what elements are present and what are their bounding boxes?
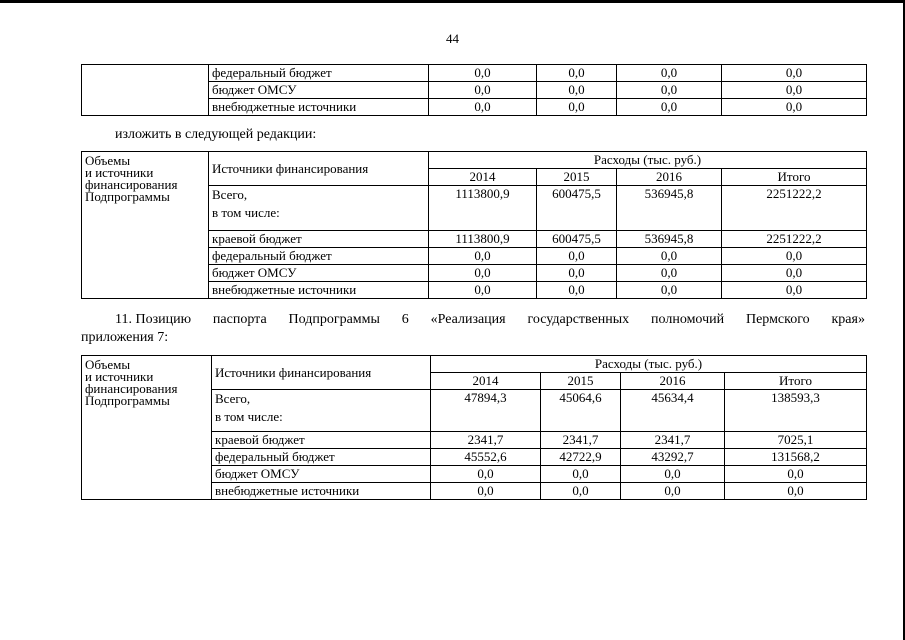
table-value-cell: 0,0 [537, 82, 617, 99]
table-value-cell: 536945,8 [617, 186, 722, 231]
table-source-cell: краевой бюджет [209, 231, 429, 248]
table-value-cell: 0,0 [537, 282, 617, 299]
year-header: 2015 [541, 373, 621, 390]
table-value-cell: 2251222,2 [722, 231, 867, 248]
table-value-cell: 0,0 [537, 265, 617, 282]
table-source-cell: внебюджетные источники [212, 483, 431, 500]
table-value-cell: 0,0 [429, 248, 537, 265]
table-value-cell: 0,0 [537, 99, 617, 116]
table-value-cell: 2341,7 [621, 432, 725, 449]
table-value-cell: 0,0 [722, 282, 867, 299]
table-value-cell: 0,0 [722, 265, 867, 282]
table-row [82, 65, 867, 82]
paragraph-word: паспорта [212, 312, 267, 327]
table-value-cell: 0,0 [537, 65, 617, 82]
table-value-cell: 138593,3 [725, 390, 867, 432]
paragraph-word: края» [831, 312, 865, 327]
table-value-cell: 0,0 [429, 282, 537, 299]
table-value-cell: 0,0 [541, 466, 621, 483]
total-label-line1: Всего, [212, 187, 248, 202]
table-value-cell: 0,0 [541, 483, 621, 500]
year-header: 2016 [617, 169, 722, 186]
table-source-cell: бюджет ОМСУ [209, 265, 429, 282]
table-value-cell: 0,0 [429, 82, 537, 99]
paragraph-word: полномочий [651, 312, 725, 327]
table-value-cell: 0,0 [431, 466, 541, 483]
year-header: 2016 [621, 373, 725, 390]
table-source-cell: федеральный бюджет [212, 449, 431, 466]
table-value-cell: 0,0 [537, 248, 617, 265]
table-value-cell: 0,0 [617, 99, 722, 116]
table-value-cell: 7025,1 [725, 432, 867, 449]
table-source-cell: бюджет ОМСУ [209, 82, 429, 99]
table-header-row [82, 152, 867, 169]
table-source-cell: федеральный бюджет [209, 248, 429, 265]
table-value-cell: 0,0 [429, 65, 537, 82]
page-number: 44 [446, 31, 459, 46]
table-value-cell: 45552,6 [431, 449, 541, 466]
table-value-cell: 536945,8 [617, 231, 722, 248]
table-source-cell: внебюджетные источники [209, 282, 429, 299]
table-source-cell: федеральный бюджет [209, 65, 429, 82]
table-value-cell: 0,0 [429, 99, 537, 116]
year-header: Итого [722, 169, 867, 186]
table-value-cell: 2251222,2 [722, 186, 867, 231]
year-header: 2014 [431, 373, 541, 390]
table-value-cell: 0,0 [617, 248, 722, 265]
table-value-cell: 131568,2 [725, 449, 867, 466]
table-value-cell: 45064,6 [541, 390, 621, 432]
year-header: Итого [725, 373, 867, 390]
paragraph-word: государственных [527, 312, 630, 327]
table-2 [81, 355, 867, 500]
table-value-cell: 0,0 [722, 65, 867, 82]
paragraph-word: 6 [401, 312, 409, 327]
total-label-line2: в том числе: [212, 205, 280, 220]
table-1 [81, 151, 867, 299]
table-source-cell: внебюджетные источники [209, 99, 429, 116]
total-label-line2: в том числе: [215, 409, 283, 424]
table-value-cell: 0,0 [617, 265, 722, 282]
table-value-cell: 0,0 [722, 248, 867, 265]
table-value-cell: 2341,7 [431, 432, 541, 449]
table-value-cell: 0,0 [725, 483, 867, 500]
table-value-cell: 45634,4 [621, 390, 725, 432]
table-value-cell: 0,0 [621, 483, 725, 500]
total-label-cell [212, 390, 431, 432]
table-value-cell: 0,0 [617, 65, 722, 82]
paragraph-word: «Реализация [430, 312, 506, 327]
year-header: 2015 [537, 169, 617, 186]
table-value-cell: 600475,5 [537, 231, 617, 248]
table-value-cell: 1113800,9 [429, 186, 537, 231]
table-value-cell: 0,0 [722, 82, 867, 99]
paragraph-word: Пермского [745, 312, 810, 327]
table-label-cell: Объемы и источники финансирования Подпрограммы [82, 356, 212, 500]
table-value-cell: 43292,7 [621, 449, 725, 466]
table-value-cell: 47894,3 [431, 390, 541, 432]
table-value-cell: 0,0 [617, 82, 722, 99]
table-value-cell: 0,0 [429, 265, 537, 282]
expenses-header: Расходы (тыс. руб.) [429, 152, 867, 169]
table-value-cell: 600475,5 [537, 186, 617, 231]
table-value-cell: 0,0 [725, 466, 867, 483]
table-value-cell: 2341,7 [541, 432, 621, 449]
total-label-cell [209, 186, 429, 231]
sources-header: Источники финансирования [212, 356, 431, 390]
table-value-cell: 1113800,9 [429, 231, 537, 248]
table-header-row [82, 356, 867, 373]
total-label-line1: Всего, [215, 391, 251, 406]
paragraph-word: Подпрограммы [288, 312, 380, 327]
paragraph-11-line2: приложения 7: [81, 330, 169, 345]
sources-header: Источники финансирования [209, 152, 429, 186]
table-value-cell: 0,0 [621, 466, 725, 483]
table-value-cell: 0,0 [431, 483, 541, 500]
year-header: 2014 [429, 169, 537, 186]
table-prev [81, 64, 867, 116]
page-top-border [0, 0, 905, 3]
intro-text: изложить в следующей редакции: [115, 127, 317, 142]
table-source-cell: бюджет ОМСУ [212, 466, 431, 483]
table-value-cell: 0,0 [617, 282, 722, 299]
expenses-header: Расходы (тыс. руб.) [431, 356, 867, 373]
table-value-cell: 0,0 [722, 99, 867, 116]
table-label-cell: Объемы и источники финансирования Подпрограммы [82, 152, 209, 299]
paragraph-word: 11. Позицию [115, 312, 192, 327]
table-value-cell: 42722,9 [541, 449, 621, 466]
table-label-cell [82, 65, 209, 116]
paragraph-11-line1 [115, 312, 865, 328]
table-source-cell: краевой бюджет [212, 432, 431, 449]
